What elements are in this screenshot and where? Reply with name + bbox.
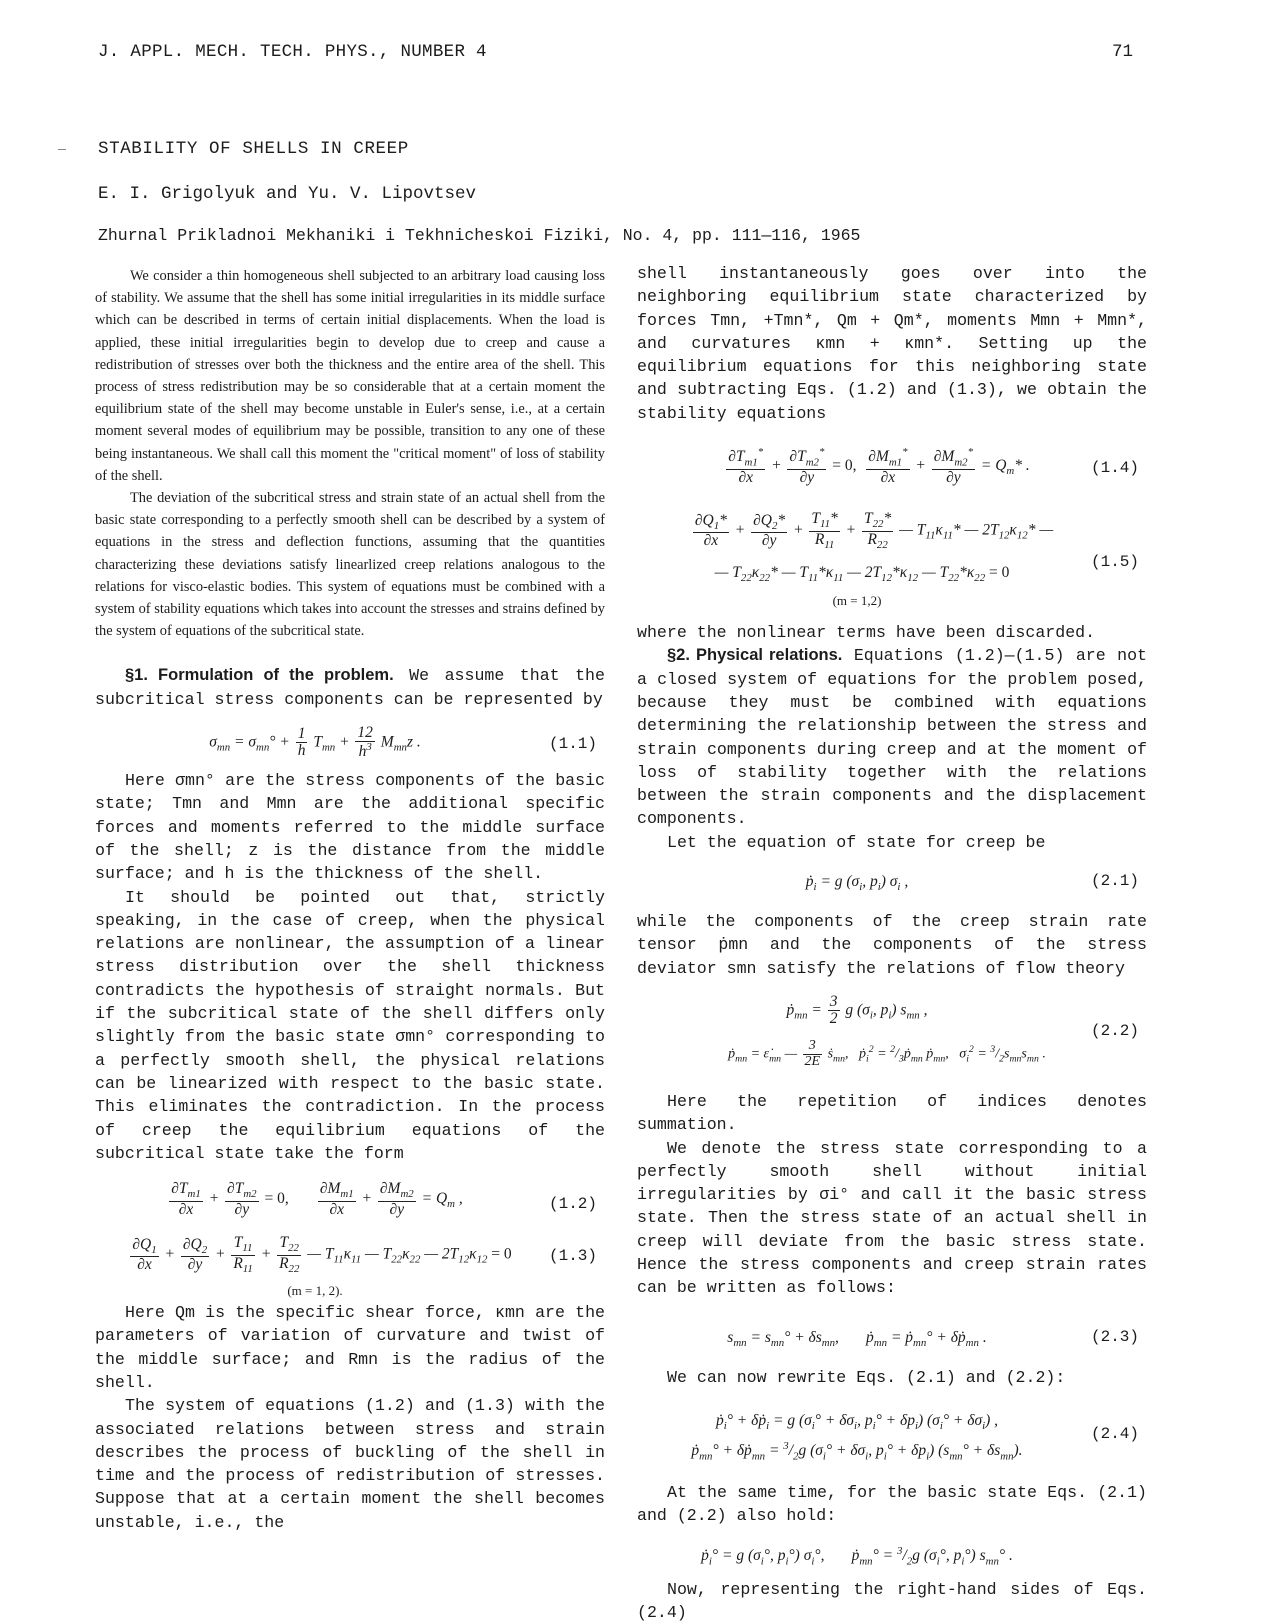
article-title: STABILITY OF SHELLS IN CREEP bbox=[98, 139, 409, 159]
equation-number: (2.1) bbox=[1091, 870, 1139, 893]
right-column-body bbox=[637, 262, 1147, 1624]
section-2-paragraph-5: We denote the stress state corresponding to a perfectly smooth shell without initial irregularities by σi° and call it the basic stress state. Then the stress state of an actual shell in creep will deviate from the basic stress state. Hence the stress components and creep strain rates can be written as follows: bbox=[637, 1137, 1147, 1300]
section-2-paragraph-1: Equations (1.2)—(1.5) are not a closed system of equations for the problem posed, because they must be combined with equations determining the relationship between the stress and strain components during creep and at the moment of loss of stability together with the relations between the strain components and the displacement components. bbox=[637, 646, 1147, 828]
equation-number: (1.1) bbox=[549, 733, 597, 756]
equation-number: (2.3) bbox=[1091, 1326, 1139, 1349]
equation-1-1: $\sigma_{mn} = \sigma_{mn}^\circ$ + $\frac{1}{h}$ $T_{mn}$ + $\frac{12}{h^3}$ $M_{mn}z$ . (1.1) bbox=[95, 711, 605, 769]
equation-2-3: $s_{mn} = s_{mn}^\circ + \delta s_{mn}$, ṗ$_{mn}$ = ṗ$_{mn}$° + δṗ$_{mn}$ . (2.3) bbox=[637, 1300, 1147, 1366]
section-1-paragraph-5: The system of equations (1.2) and (1.3) with the associated relations between stress and strain describes the process of buckling of the shell in time and the process of redistribution of stresses. Suppose that at a certain moment the shell becomes unstable, i.e., the bbox=[95, 1394, 605, 1534]
section-1-paragraph-4: Here Qm is the specific shear force, κmn are the parameters of variation of curvature and twist of the middle surface; and Rmn is the radius of the shell. bbox=[95, 1301, 605, 1394]
equation-2-4: ṗ$_i$° + δṗ$_i$ = g ($\sigma_i^\circ + \delta\sigma_i$, $p_i^\circ + \delta p_i$) $(\sigma_i^\circ + \delta\sigma_i)$ , ṗ$_{mn}$° + δṗ$_{mn}$ = $^3/_2g$ ($\sigma_i^\circ + \delta\sigma_i$, $p_i^\circ + \delta p_i$) $(s_{mn}^\circ + \delta s_{mn})$. (2.4) bbox=[637, 1389, 1147, 1481]
article-authors: E. I. Grigolyuk and Yu. V. Lipovtsev bbox=[98, 184, 476, 204]
margin-mark bbox=[58, 149, 66, 150]
section-1-paragraph-2: Here σmn° are the stress components of the basic state; Tmn and Mmn are the additional specific forces and moments referred to the middle surface of the shell; z is the distance from the middle surface; and h is the thickness of the shell. bbox=[95, 769, 605, 885]
section-2-heading: §2. Physical relations. bbox=[667, 646, 842, 664]
abstract bbox=[95, 265, 605, 642]
page-number: 71 bbox=[1112, 42, 1133, 62]
right-paragraph-2: where the nonlinear terms have been discarded. bbox=[637, 621, 1147, 644]
section-2-paragraph-3: while the components of the creep strain rate tensor ṗmn and the components of the stress deviator smn satisfy the relations of flow theory bbox=[637, 910, 1147, 980]
equation-1-4: $\frac{\partial T_{m1}^*}{\partial x}$ + $\frac{\partial T_{m2}^*}{\partial y}$ = 0, $\frac{\partial M_{m1}^*}{\partial x}$ + $\frac{\partial M_{m2}^*}{\partial y}$ = $Q_m*$ . (1.4) bbox=[637, 425, 1147, 509]
section-2-paragraph-4: Here the repetition of indices denotes summation. bbox=[637, 1090, 1147, 1137]
section-1-intro: We assume that the subcritical stress components can be represented by bbox=[95, 666, 605, 708]
section-2-paragraph-8: Now, representing the right-hand sides of Eqs. (2.4) bbox=[637, 1578, 1147, 1624]
section-2-paragraph-7: At the same time, for the basic state Eqs. (2.1) and (2.2) also hold: bbox=[637, 1481, 1147, 1528]
running-header: J. APPL. MECH. TECH. PHYS., NUMBER 4 bbox=[98, 42, 487, 62]
left-column bbox=[95, 265, 605, 1534]
abstract-paragraph-2: The deviation of the subcritical stress and strain state of an actual shell from the basic state corresponding to a perfectly smooth shell can be described by a system of equations in the stress and deflection functions, assuming that the quantities characterizing these deviations satisfy linearlized creep relations analogous to the relations for visco-elastic bodies. This system of equations must be combined with a system of stability equations which takes into account the stresses and strains defined by the system of equations of the subcritical state. bbox=[95, 487, 605, 642]
section-1-heading: §1. Formulation of the problem. bbox=[125, 666, 394, 684]
section-1 bbox=[95, 664, 605, 1534]
equation-1-2: $\frac{\partial T_{m1}}{\partial x}$ + $\frac{\partial T_{m2}}{\partial y}$ = 0, $\frac{\partial M_{m1}}{\partial x}$ + $\frac{\partial M_{m2}}{\partial y}$ = $Q_m$ , (1.2) bbox=[95, 1165, 605, 1231]
equation-2-2: ṗ$_{mn}$ = $\frac{3}{2}$ g ($\sigma_i$, $p_i$) $s_{mn}$ , ṗ$_{mn}$ = $\varepsiloṅ_{mn}$ — $\frac{3}{2E}$ ṡ$_{mn}$, ṗ$_i^2$ = $^2/_3ṗ_{mn}$ ṗ$_{mn}$, $\sigma_i^2 = ^3/_2s_{mn}s_{mn}$ . (2.2) bbox=[637, 980, 1147, 1090]
equation-number: (2.2) bbox=[1091, 1020, 1139, 1043]
abstract-paragraph-1: We consider a thin homogeneous shell subjected to an arbitrary load causing loss of stability. We assume that the shell has some initial irregularities in its middle surface which can be described in terms of certain initial displacements. When the load is applied, these initial irregularities begin to develop due to creep and cause a redistribution of stresses over both the thickness and the entire area of the shell. This process of stress redistribution may be so considerable that at a certain moment the equilibrium state of the shell may become unstable in Euler's sense, i.e., at a certain moment several modes of equilibrium may be possible, transition to any one of these being instantaneous. We shall call this moment the "critical moment" of loss of stability of the shell. bbox=[95, 265, 605, 487]
equation-condition: (m = 1, 2). bbox=[95, 1279, 535, 1302]
equation-number: (1.2) bbox=[549, 1193, 597, 1216]
equation-condition: (m = 1,2) bbox=[637, 589, 1077, 612]
equation-1-5: $\frac{\partial Q_1*}{\partial x}$ + $\frac{\partial Q_2*}{\partial y}$ + $\frac{T_{11}*}{R_{11}}$ + $\frac{T_{22}*}{R_{22}}$ — $T_{11}\kappa_{11}*$ — $2T_{12}\kappa_{12}*$ — — $T_{22}\kappa_{22}*$ — $T_{11}*\kappa_{11}$ — $2T_{12}*\kappa_{12}$ — $T_{22}*\kappa_{22} = 0$ (1.5) (m = 1,2) bbox=[637, 509, 1147, 621]
equation-number: (1.3) bbox=[549, 1245, 597, 1268]
section-2-paragraph-6: We can now rewrite Eqs. (2.1) and (2.2): bbox=[637, 1366, 1147, 1389]
equation-1-3: $\frac{\partial Q_1}{\partial x}$ + $\frac{\partial Q_2}{\partial y}$ + $\frac{T_{11}}{R_{11}}$ + $\frac{T_{22}}{R_{22}}$ — $T_{11}\kappa_{11}$ — $T_{22}\kappa_{22}$ — $2T_{12}\kappa_{12} = 0$ (1.3) (m = 1, 2). bbox=[95, 1231, 605, 1301]
equation-2-1: ṗ$_i$ = g ($\sigma_i$, $p_i$) $\sigma_i$ , (2.1) bbox=[637, 854, 1147, 910]
right-paragraph-1: shell instantaneously goes over into the neighboring equilibrium state characterized by forces Tmn, +Tmn*, Qm + Qm*, moments Mmn + Mmn*, and curvatures κmn + κmn*. Setting up the equilibrium equations for this neighboring state and subtracting Eqs. (1.2) and (1.3), we obtain the stability equations bbox=[637, 262, 1147, 425]
section-1-paragraph-3: It should be pointed out that, strictly speaking, in the case of creep, when the physical relations are nonlinear, the assumption of a linear stress distribution over the shell thickness contradicts the hypothesis of straight normals. But if the subcritical state of the shell differs only slightly from the basic state σmn° corresponding to a perfectly smooth shell, the physical relations can be linearized with respect to the basic state. This eliminates the contradiction. In the process of creep the equilibrium equations of the subcritical state take the form bbox=[95, 886, 605, 1166]
equation-number: (1.4) bbox=[1091, 457, 1139, 480]
equation-number: (1.5) bbox=[1091, 551, 1139, 574]
equation-number: (2.4) bbox=[1091, 1423, 1139, 1446]
section-2-paragraph-2: Let the equation of state for creep be bbox=[637, 831, 1147, 854]
equation-basic-state: ṗ$_i$° = g ($\sigma_i^\circ$, $p_i^\circ$) $\sigma_i^\circ$, ṗ$_{mn}$° = $^3/_2g$ ($\sigma_i^\circ$, $p_i^\circ$) $s_{mn}^\circ$ . bbox=[637, 1528, 1147, 1578]
article-citation: Zhurnal Prikladnoi Mekhaniki i Tekhnicheskoi Fiziki, No. 4, pp. 111—116, 1965 bbox=[98, 226, 860, 245]
right-column bbox=[637, 262, 1147, 1624]
